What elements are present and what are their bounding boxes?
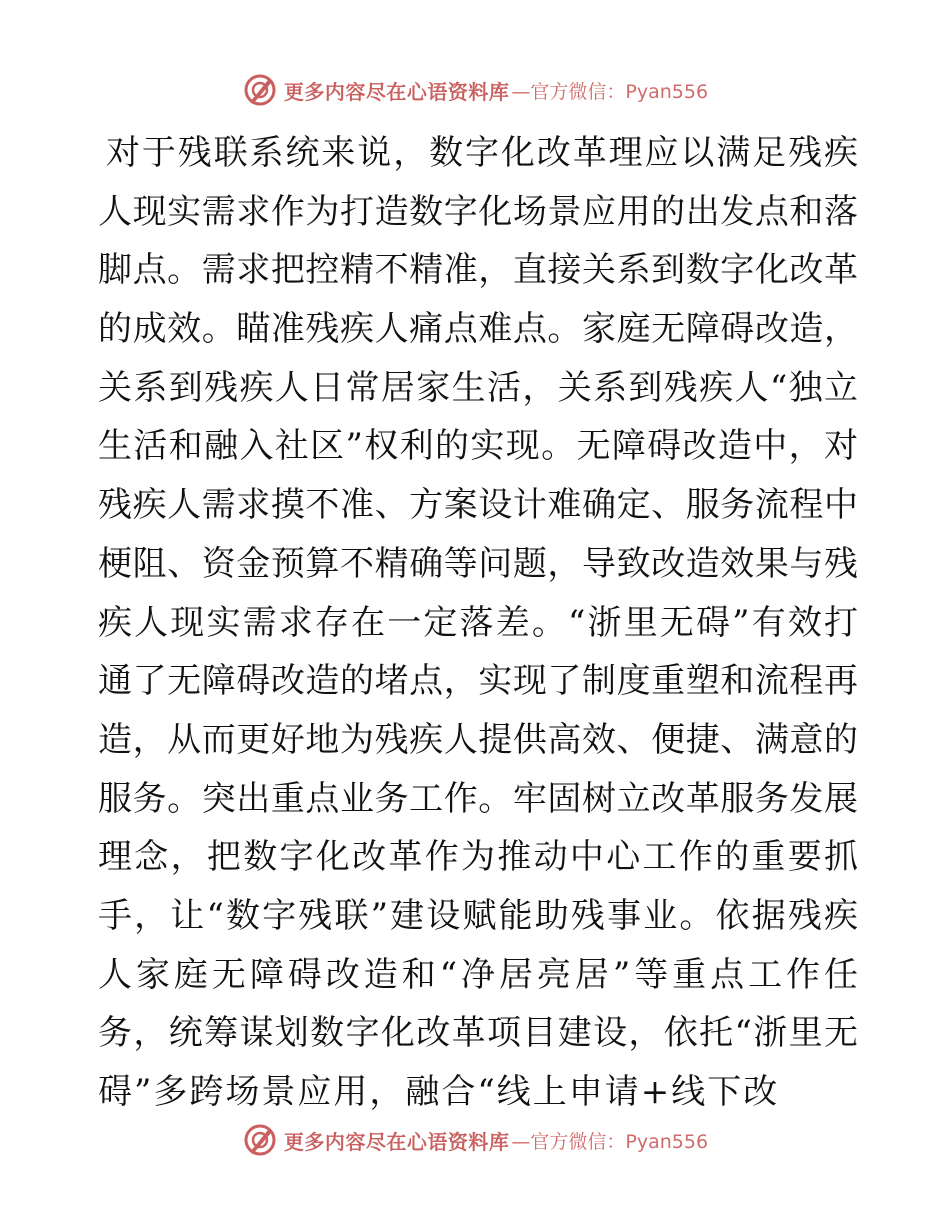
body-line: 人家庭无障碍改造和“净居亮居”等重点工作任 [98,954,858,995]
body-line: 理念，把数字化改革作为推动中心工作的重要抓 [98,837,858,878]
body-line: 残疾人需求摸不准、方案设计难确定、服务流程中 [98,485,858,526]
body-line: 关系到残疾人日常居家生活，关系到残疾人“独立 [98,367,858,408]
body-line: 通了无障碍改造的堵点，实现了制度重塑和流程再 [98,661,858,702]
body-line: 服务。突出重点业务工作。牢固树立改革服务发展 [98,778,858,819]
banner-wechat-text: —官方微信：Pyan556 [511,80,709,103]
brand-logo-icon [242,72,278,108]
document-body [98,124,858,1122]
header-banner [0,70,950,110]
body-line: 的成效。瞄准残疾人痛点难点。家庭无障碍改造， [98,309,858,350]
footer-banner [0,1120,950,1160]
body-line: 造，从而更好地为残疾人提供高效、便捷、满意的 [98,719,858,760]
body-line: 务，统筹谋划数字化改革项目建设，依托“浙里无 [98,1013,858,1054]
body-line: 疾人现实需求存在一定落差。“浙里无碍”有效打 [98,602,858,643]
banner-wechat-text: —官方微信：Pyan556 [511,1130,709,1153]
body-line: 碍”多跨场景应用，融合“线上申请+线下改 [98,1072,780,1112]
body-line: 人现实需求作为打造数字化场景应用的出发点和落 [98,191,858,232]
body-line: 手，让“数字残联”建设赋能助残事业。依据残疾 [98,895,858,936]
brand-logo-icon [242,1122,278,1158]
banner-main-text: 更多内容尽在心语资料库 [283,79,510,104]
body-line: 脚点。需求把控精不精准，直接关系到数字化改革 [98,250,858,291]
body-line: 梗阻、资金预算不精确等问题，导致改造效果与残 [98,543,858,584]
banner-main-text: 更多内容尽在心语资料库 [283,1129,510,1154]
body-line: 生活和融入社区”权利的实现。无障碍改造中，对 [98,426,858,467]
body-line: 对于残联系统来说，数字化改革理应以满足残疾 [106,133,858,173]
